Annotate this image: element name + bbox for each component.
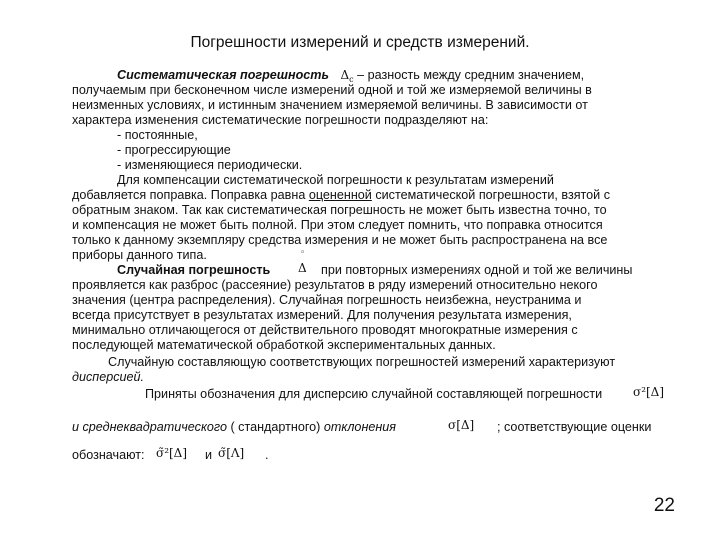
para2-line3: обратным знаком. Так как систематическая погрешность не может быть известна точно, то <box>72 203 607 217</box>
list-item: - изменяющиеся периодически. <box>117 158 303 172</box>
para3-line5: минимально отличающегося от действительного проводят многократные измерения с <box>72 323 578 337</box>
para4-line1: Случайную составляющую соответствующих погрешностей измерений характеризуют <box>108 355 616 369</box>
para3-line2: проявляется как разброс (рассеяние) результатов в ряду измерений относительно некого <box>72 278 598 292</box>
para5-line2 <box>72 420 396 435</box>
para2-line2-a: добавляется поправка. Поправка равна <box>72 188 309 202</box>
para5-line3: обозначают: <box>72 448 145 462</box>
para3-line1 <box>117 263 270 278</box>
random-error-term: Случайная погрешность <box>117 263 271 277</box>
para3-line4: всегда присутствует в результатах измерений. Для получения результата измерения, <box>72 308 572 322</box>
para5-line3-and: и <box>205 448 213 462</box>
para2-line2 <box>72 188 610 203</box>
underlined-word: оцененной <box>308 188 372 202</box>
para1-line2: получаемым при бесконечном числе измерений одной и той же измеряемой величины в <box>72 83 592 97</box>
para5-line1: Приняты обозначения для дисперсию случайной составляющей погрешности <box>145 387 603 401</box>
para2-line1: Для компенсации систематической погрешности к результатам измерений <box>117 173 554 187</box>
para1-line1-rest: – разность между средним значением, <box>353 68 585 82</box>
para4-line2: дисперсией. <box>72 370 145 384</box>
delta-symbol: Δ <box>298 261 307 275</box>
formula-std-dev: σ[Δ] <box>448 418 475 432</box>
para2-line2-b: систематической погрешности, взятой с <box>371 188 611 202</box>
formula-variance: σ²[Δ] <box>633 385 665 399</box>
para2-line5: только к данному экземпляру средства измерения и не может быть распространена на все <box>72 233 608 247</box>
delta-subscript: с <box>349 75 354 84</box>
para5-line2-italic: и среднеквадратического <box>72 420 227 434</box>
systematic-error-term: Систематическая погрешность <box>117 68 329 82</box>
list-item: - прогрессирующие <box>117 143 231 157</box>
para5-line3-end: . <box>265 448 269 462</box>
para3-line3: значения (центра распределения). Случайная погрешность неизбежна, неустранима и <box>72 293 582 307</box>
para5-line2-end: ; соответствующие оценки <box>497 420 652 434</box>
para3-line6: последующей математической обработкой экспериментальных данных. <box>72 338 496 352</box>
para2-line4: и компенсация не может быть полной. При этом следует помнить, что поправка относится <box>72 218 603 232</box>
para5-line2-italic2: отклонения <box>323 420 397 434</box>
page-number: 22 <box>653 495 675 516</box>
formula-variance-estimate: σ̃²[Δ] <box>156 446 188 460</box>
page-title: Погрешности измерений и средств измерений. <box>190 34 530 51</box>
delta-symbol: Δ <box>340 68 350 82</box>
para3-line1-rest: при повторных измерениях одной и той же величины <box>321 263 633 277</box>
delta-top-mark: ◦ <box>300 248 306 258</box>
formula-std-estimate: σ̃[Λ] <box>218 446 245 460</box>
para1-line3: неизменных условиях, и истинным значением измеряемой величины. В зависимости от <box>72 98 588 112</box>
para5-line2-mid: ( стандартного) <box>226 420 324 434</box>
list-item: - постоянные, <box>117 128 198 142</box>
para2-line6: приборы данного типа. <box>72 248 207 262</box>
para1-line4: характера изменения систематические погрешности подразделяют на: <box>72 113 489 127</box>
